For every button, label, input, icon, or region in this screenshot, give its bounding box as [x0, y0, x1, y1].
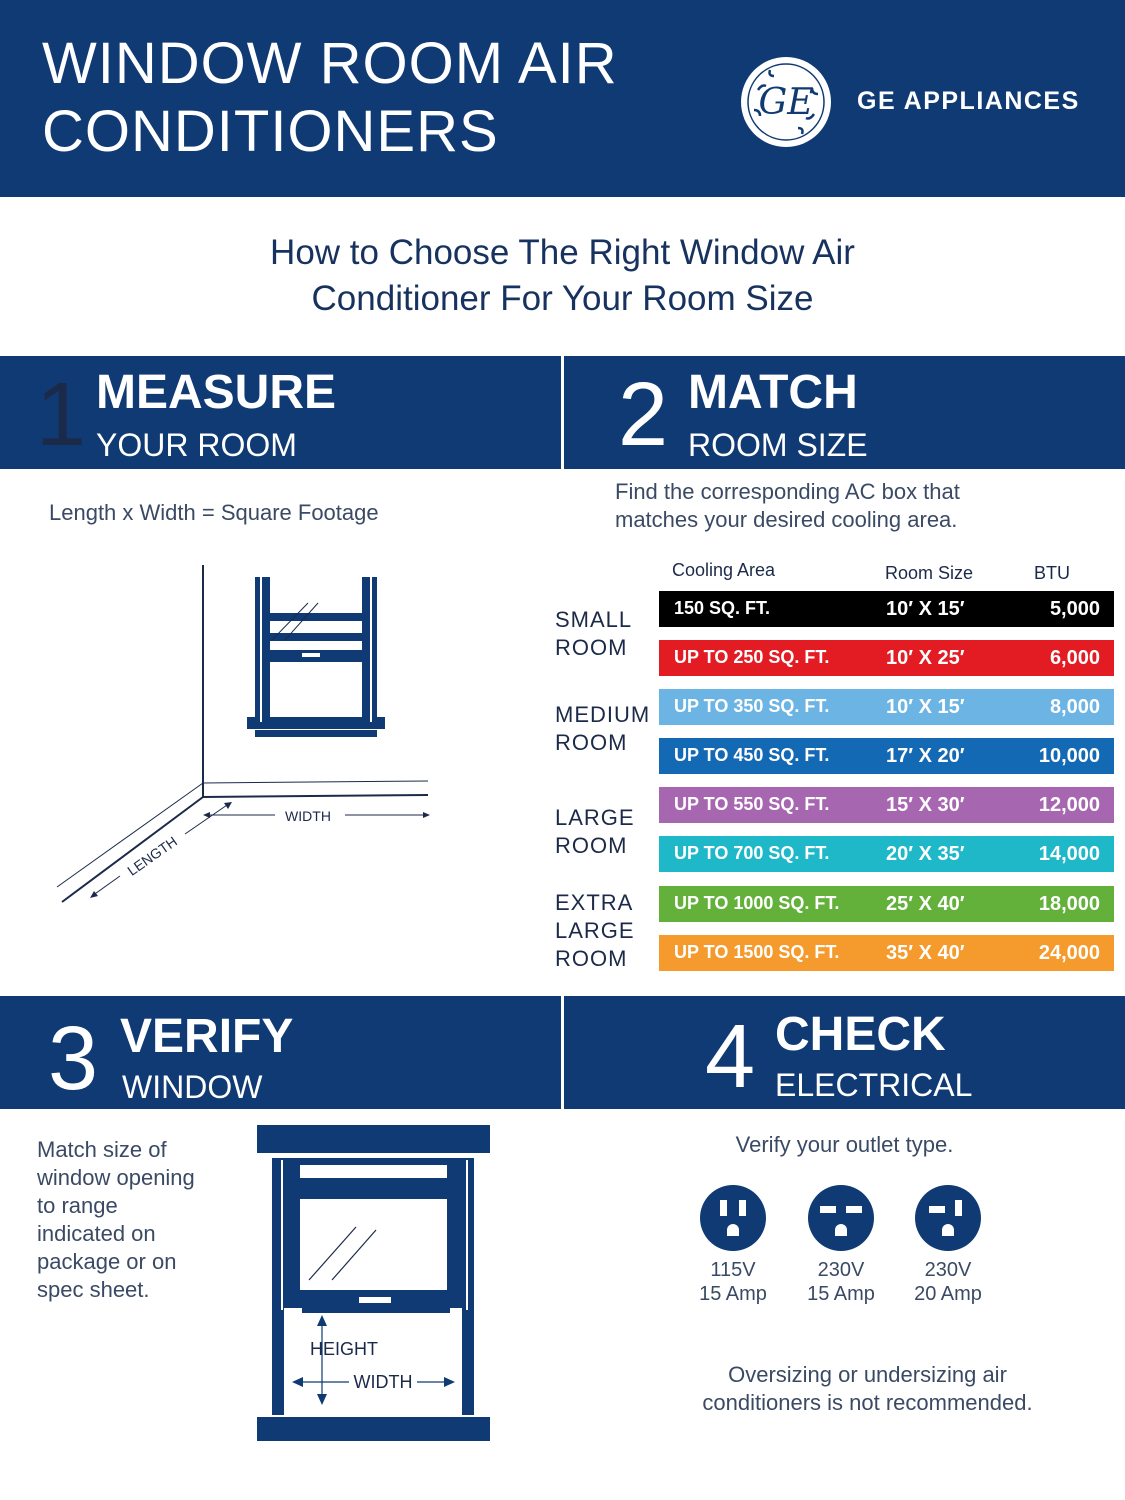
outlet-label	[786, 1258, 896, 1306]
outlet-volts: 230V	[924, 1259, 972, 1281]
step-title-2: MATCH	[688, 366, 858, 419]
cell-area: 150 SQ. FT.	[674, 598, 771, 618]
outlet-amps: 20 Amp	[914, 1283, 982, 1305]
step-title-1: MEASURE	[96, 366, 337, 419]
cell-area: UP TO 700 SQ. FT.	[674, 843, 830, 863]
text-line: Match size of	[37, 1137, 167, 1162]
width-label: WIDTH	[353, 1372, 413, 1392]
table-row	[659, 591, 1114, 627]
outlet-115v-15a	[698, 1185, 768, 1251]
cell-area: UP TO 350 SQ. FT.	[674, 696, 830, 716]
steps-band-top	[0, 356, 1125, 469]
text-line: package or on	[37, 1249, 177, 1274]
text-line: spec sheet.	[37, 1277, 150, 1302]
cell-size: 10′ X 15′	[886, 696, 965, 718]
label-line: LARGE	[555, 918, 635, 943]
cell-btu: 18,000	[1038, 893, 1100, 915]
table-row	[659, 886, 1114, 922]
label-line: MEDIUM	[555, 702, 651, 727]
width-label: WIDTH	[285, 808, 331, 824]
electrical-note	[610, 1361, 1125, 1417]
column-header-btu: BTU	[1034, 563, 1070, 583]
note-line-1: Oversizing or undersizing air	[728, 1362, 1007, 1387]
outlet-230v-20a-icon	[915, 1185, 981, 1251]
cell-size: 20′ X 35′	[886, 843, 965, 865]
group-label-small	[555, 606, 632, 662]
cell-btu: 10,000	[1038, 745, 1100, 767]
label-line: ROOM	[555, 635, 628, 660]
group-label-large	[555, 804, 635, 860]
outlet-amps: 15 Amp	[807, 1283, 875, 1305]
cell-size: 10′ X 25′	[886, 647, 965, 669]
column-header-room-size: Room Size	[885, 563, 974, 583]
outlet-230v-15a-icon	[808, 1185, 874, 1251]
cell-btu: 8,000	[1049, 696, 1100, 718]
cell-area: UP TO 450 SQ. FT.	[674, 745, 830, 765]
table-row	[659, 935, 1114, 971]
group-label-extra-large	[555, 889, 635, 973]
room-corner-diagram	[50, 560, 440, 920]
outlet-volts: 230V	[817, 1259, 865, 1281]
step-title-3: VERIFY	[120, 1010, 294, 1063]
cell-size: 15′ X 30′	[886, 794, 965, 816]
table-row	[659, 640, 1114, 676]
label-line: ROOM	[555, 946, 628, 971]
label-line: SMALL	[555, 607, 633, 632]
subtitle-line-2: Conditioner For Your Room Size	[311, 279, 814, 318]
subtitle	[0, 230, 1125, 322]
instruction-line-1: Find the corresponding AC box that	[615, 479, 960, 504]
window-measure-diagram	[257, 1125, 491, 1441]
group-label-medium	[555, 701, 650, 757]
cell-size: 17′ X 20′	[886, 745, 965, 767]
measure-formula: Length x Width = Square Footage	[49, 500, 379, 525]
step-number-2: 2	[618, 365, 669, 465]
label-line: EXTRA	[555, 890, 634, 915]
title-line-2: CONDITIONERS	[42, 99, 499, 164]
text-line: window opening	[37, 1165, 195, 1190]
cell-btu: 12,000	[1038, 794, 1100, 816]
steps-band-bottom	[0, 996, 1125, 1109]
text-line: indicated on	[37, 1221, 156, 1246]
step-subtitle-1: YOUR ROOM	[96, 427, 297, 463]
table-row	[659, 689, 1114, 725]
table-row	[659, 787, 1114, 823]
step-number-4: 4	[705, 1007, 756, 1107]
column-header-cooling-area: Cooling Area	[672, 560, 776, 580]
step-number-1: 1	[36, 365, 87, 465]
svg-text:GE: GE	[758, 82, 814, 123]
cell-btu: 5,000	[1049, 598, 1100, 620]
step-title-4: CHECK	[775, 1008, 946, 1061]
note-line-2: conditioners is not recommended.	[702, 1390, 1033, 1415]
match-instruction	[615, 478, 960, 534]
outlet-label	[678, 1258, 788, 1306]
cell-btu: 6,000	[1049, 647, 1100, 669]
outlet-label	[893, 1258, 1003, 1306]
divider	[561, 356, 564, 469]
page-title	[42, 30, 618, 166]
divider	[561, 996, 564, 1109]
header-banner	[0, 0, 1125, 197]
label-line: ROOM	[555, 730, 628, 755]
electrical-instruction: Verify your outlet type.	[735, 1132, 954, 1157]
cell-size: 35′ X 40′	[886, 942, 965, 964]
cell-area: UP TO 250 SQ. FT.	[674, 647, 830, 667]
instruction-line-2: matches your desired cooling area.	[615, 507, 958, 532]
step-subtitle-4: ELECTRICAL	[775, 1067, 973, 1103]
cell-size: 10′ X 15′	[886, 598, 965, 620]
cell-btu: 24,000	[1038, 942, 1100, 964]
label-line: ROOM	[555, 833, 628, 858]
height-label: HEIGHT	[309, 1339, 379, 1359]
label-line: LARGE	[555, 805, 635, 830]
step-subtitle-3: WINDOW	[122, 1069, 263, 1105]
outlet-230v-15a	[806, 1185, 876, 1251]
outlet-amps: 15 Amp	[699, 1283, 767, 1305]
cell-area: UP TO 550 SQ. FT.	[674, 794, 830, 814]
table-row	[659, 738, 1114, 774]
ge-logo-icon	[740, 56, 832, 148]
length-label: LENGTH	[124, 833, 180, 879]
brand-name: GE APPLIANCES	[857, 87, 1080, 115]
cell-area: UP TO 1500 SQ. FT.	[674, 942, 840, 962]
cell-area: UP TO 1000 SQ. FT.	[674, 893, 840, 913]
outlet-volts: 115V	[710, 1259, 756, 1281]
table-row	[659, 836, 1114, 872]
cell-btu: 14,000	[1038, 843, 1100, 865]
text-line: to range	[37, 1193, 118, 1218]
outlet-115v-15a-icon	[700, 1185, 766, 1251]
cell-size: 25′ X 40′	[886, 893, 965, 915]
step-number-3: 3	[48, 1009, 99, 1109]
subtitle-line-1: How to Choose The Right Window Air	[270, 233, 855, 272]
title-line-1: WINDOW ROOM AIR	[42, 31, 618, 96]
step-subtitle-2: ROOM SIZE	[688, 427, 868, 463]
outlet-230v-20a	[913, 1185, 983, 1251]
verify-text	[37, 1136, 195, 1304]
